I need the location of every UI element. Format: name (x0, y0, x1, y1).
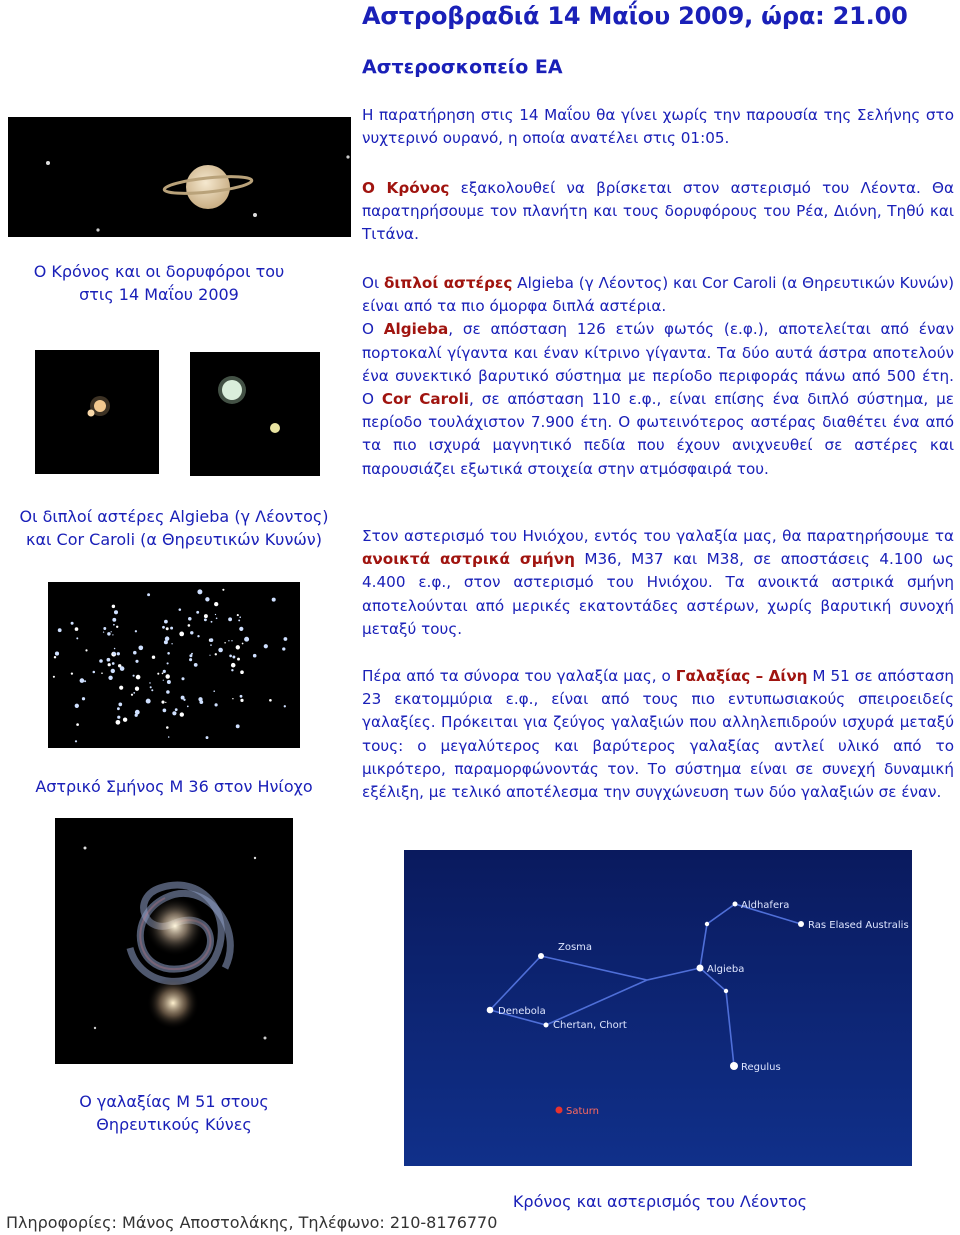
map-label-ras-elased: Ras Elased Australis (808, 920, 909, 931)
page-subtitle: Αστεροσκοπείο ΕΑ (362, 56, 563, 78)
m51-image (55, 818, 293, 1064)
map-label-saturn: Saturn (566, 1106, 600, 1117)
paragraph-clusters: Στον αστερισμό του Ηνιόχου, εντός του γαλαξία μας, θα παρατηρήσουμε τα ανοικτά αστρικά σμήνη Μ36, Μ37 και Μ38, σε αποστάσεις 4.100 ως 4.400 ε.φ., στον αστερισμό του Ηνιόχου. Τα ανοικτά αστρικά σμήνη αποτελούνται από μερικές εκατοντάδες αστέρων, χωρίς βαρυτική συνοχή μεταξύ τους. (362, 527, 954, 638)
m51-caption: Ο γαλαξίας Μ 51 στους Θηρευτικούς Κύνες (79, 1092, 269, 1134)
map-label-chertan: Chertan, Chort (553, 1020, 627, 1031)
m36-image (48, 582, 300, 748)
cor-caroli-image (190, 352, 320, 476)
footer-info: Πληροφορίες: Μάνος Αποστολάκης, Τηλέφωνο: 210-8176770 (6, 1213, 498, 1232)
leo-star-map (404, 850, 912, 1166)
double-stars-term: διπλοί αστέρες (383, 274, 513, 292)
map-label-denebola: Denebola (498, 1006, 546, 1017)
saturn-image (8, 117, 351, 237)
m36-caption: Αστρικό Σμήνος Μ 36 στον Ηνίοχο (35, 777, 313, 796)
doubles-caption: Οι διπλοί αστέρες Algieba (γ Λέοντος) και Cor Caroli (α Θηρευτικών Κυνών) (19, 507, 329, 549)
paragraph-double-stars: Οι διπλοί αστέρες Algieba (γ Λέοντος) και Cor Caroli (α Θηρευτικών Κυνών) είναι από τα πιο όμορφα διπλά αστέρια. Ο Algieba, σε απόσταση 126 ετών φωτός (ε.φ.), αποτελείται από έναν πορτοκαλί γίγαντα και έναν κίτρινο γίγαντα. Τα δύο αυτά άστρα αποτελούν ένα συνεκτικό βαρυτικό σύστημα με περίοδο περιφοράς πάνω από 500 έτη. Ο Cor Caroli, σε απόσταση 110 ε.φ., είναι επίσης ένα διπλό σύστημα, με περίοδο τουλάχιστον 7.900 έτη. Ο φωτεινότερος αστέρας διαθέτει ένα από τα πιο ισχυρά μαγνητικό πεδία που έχουν ανιχνευθεί σε αστέρες και παρουσιάζει εξωτικά στοιχεία στην ατμόσφαιρά του. (362, 274, 955, 478)
clusters-term: ανοικτά αστρικά σμήνη (362, 550, 575, 569)
page-title: Αστροβραδιά 14 Μαΐου 2009, ώρα: 21.00 (362, 2, 908, 30)
paragraph-m51: Πέρα από τα σύνορα του γαλαξία μας, ο Γαλαξίας – Δίνη Μ 51 σε απόσταση 23 εκατομμύρια ε.φ., είναι από τους πιο εντυπωσιακούς σπειροειδείς γαλαξίες. Πρόκειται για ζεύγος γαλαξιών που αλληλεπιδρούν ισχυρά μεταξύ τους: ο μεγαλύτερος και βαρύτερος γαλαξίας αντλεί υλικό από το μικρότερο, παραμορφώνοντάς τον. Το σύστημα είναι σε συνεχή δυναμική εξέλιξη, με τελικό αποτέλεσμα την συγχώνευση των δύο γαλαξιών σε έναν. (362, 667, 954, 802)
m51-term: Γαλαξίας – Δίνη (675, 667, 808, 685)
paragraph-saturn: Ο Κρόνος εξακολουθεί να βρίσκεται στον αστερισμό του Λέοντα. Θα παρατηρήσουμε τον πλανήτη και τους δορυφόρους του Ρέα, Διόνη, Τηθύ και Τιτάνα. (362, 179, 955, 244)
leo-caption: Κρόνος και αστερισμός του Λέοντος (512, 1192, 808, 1211)
map-label-zosma: Zosma (558, 942, 593, 953)
paragraph-moon: Η παρατήρηση στις 14 Μαΐου θα γίνει χωρίς την παρουσία της Σελήνης στο νυχτερινό ουρανό, η οποία ανατέλει στις 01:05. (362, 106, 954, 148)
map-label-regulus: Regulus (741, 1062, 781, 1073)
saturn-caption: Ο Κρόνος και οι δορυφόροι του στις 14 Μαΐου 2009 (33, 262, 285, 304)
map-label-aldhafera: Aldhafera (741, 900, 790, 911)
algieba-image (35, 350, 159, 474)
saturn-term: Ο Κρόνος (362, 179, 450, 197)
map-label-algieba: Algieba (707, 964, 745, 975)
cor-caroli-term: Cor Caroli (381, 390, 469, 409)
algieba-term: Algieba (383, 320, 449, 339)
